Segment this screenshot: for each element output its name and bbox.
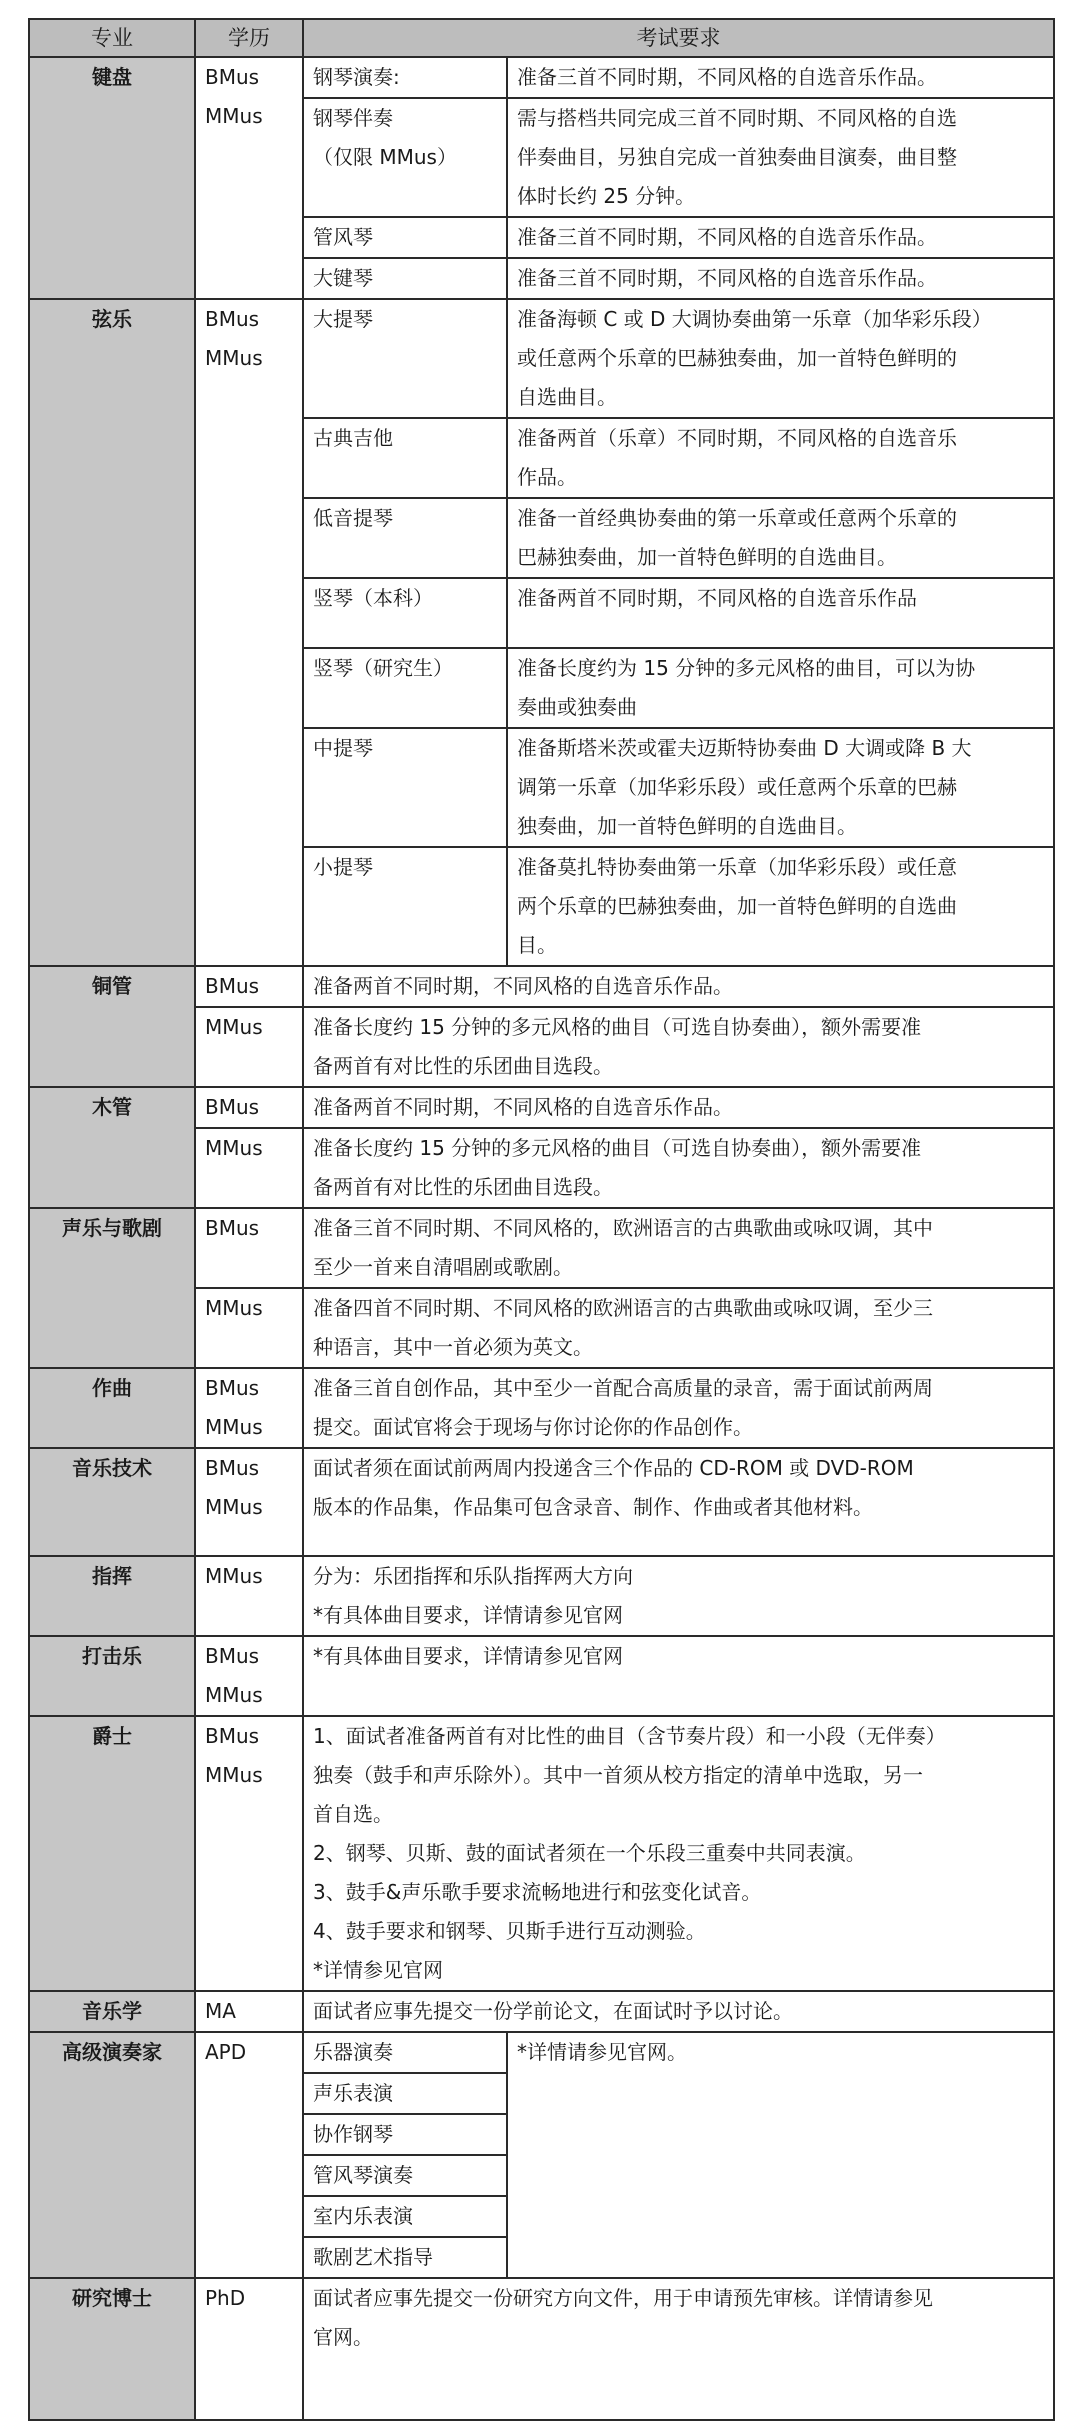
table-row (29, 1448, 1054, 1556)
major-cell: 打击乐 (29, 1636, 195, 1716)
requirement-cell: 准备两首不同时期，不同风格的自选音乐作品。 (303, 1087, 1054, 1128)
major-cell: 弦乐 (29, 299, 195, 966)
table-row (29, 57, 1054, 98)
major-cell: 高级演奏家 (29, 2032, 195, 2278)
instrument-cell: 古典吉他 (303, 418, 507, 498)
table-row (29, 1208, 1054, 1288)
requirement-cell: 面试者应事先提交一份学前论文，在面试时予以讨论。 (303, 1991, 1054, 2032)
table-header-row (29, 19, 1054, 57)
degree-cell: BMus MMus (195, 299, 303, 966)
area-cell: 歌剧艺术指导 (303, 2237, 507, 2278)
table-row (29, 1991, 1054, 2032)
area-cell: 乐器演奏 (303, 2032, 507, 2073)
requirement-cell: *有具体曲目要求，详情请参见官网 (303, 1636, 1054, 1716)
requirement-cell: 准备长度约 15 分钟的多元风格的曲目（可选自协奏曲），额外需要准 备两首有对比性的乐团曲目选段。 (303, 1128, 1054, 1208)
requirement-cell: 准备海顿 C 或 D 大调协奏曲第一乐章（加华彩乐段） 或任意两个乐章的巴赫独奏曲，加一首特色鲜明的 自选曲目。 (507, 299, 1054, 418)
table-row (29, 2278, 1054, 2420)
instrument-cell: 小提琴 (303, 847, 507, 966)
requirement-cell: 准备三首不同时期、不同风格的，欧洲语言的古典歌曲或咏叹调，其中 至少一首来自清唱剧或歌剧。 (303, 1208, 1054, 1288)
table-row (29, 966, 1054, 1007)
major-cell: 声乐与歌剧 (29, 1208, 195, 1368)
major-cell: 爵士 (29, 1716, 195, 1991)
major-cell: 铜管 (29, 966, 195, 1087)
major-cell: 键盘 (29, 57, 195, 299)
requirement-cell: 准备三首不同时期，不同风格的自选音乐作品。 (507, 258, 1054, 299)
requirement-cell: 准备莫扎特协奏曲第一乐章（加华彩乐段）或任意 两个乐章的巴赫独奏曲，加一首特色鲜明的自选曲 目。 (507, 847, 1054, 966)
instrument-cell: 钢琴演奏: (303, 57, 507, 98)
degree-cell: BMus MMus (195, 1448, 303, 1556)
degree-cell: MMus (195, 1007, 303, 1087)
degree-cell: BMus MMus (195, 1716, 303, 1991)
requirement-cell: 准备斯塔米茨或霍夫迈斯特协奏曲 D 大调或降 B 大 调第一乐章（加华彩乐段）或任意两个乐章的巴赫 独奏曲，加一首特色鲜明的自选曲目。 (507, 728, 1054, 847)
degree-cell: BMus (195, 1087, 303, 1128)
requirement-cell: 需与搭档共同完成三首不同时期、不同风格的自选 伴奏曲目，另独自完成一首独奏曲目演奏，曲目整 体时长约 25 分钟。 (507, 98, 1054, 217)
degree-cell: BMus MMus (195, 57, 303, 299)
table-row (29, 1556, 1054, 1636)
admission-requirements-document (28, 18, 1053, 2421)
instrument-cell: 大提琴 (303, 299, 507, 418)
instrument-cell: 竖琴（本科） (303, 578, 507, 648)
area-cell: 协作钢琴 (303, 2114, 507, 2155)
instrument-cell: 中提琴 (303, 728, 507, 847)
requirement-cell: 准备长度约 15 分钟的多元风格的曲目（可选自协奏曲），额外需要准 备两首有对比性的乐团曲目选段。 (303, 1007, 1054, 1087)
instrument-cell: 钢琴伴奏 （仅限 MMus） (303, 98, 507, 217)
major-cell: 木管 (29, 1087, 195, 1208)
requirement-cell: 准备两首不同时期，不同风格的自选音乐作品 (507, 578, 1054, 648)
requirement-cell: 1、面试者准备两首有对比性的曲目（含节奏片段）和一小段（无伴奏） 独奏（鼓手和声乐除外）。其中一首须从校方指定的清单中选取，另一 首自选。 2、钢琴、贝斯、鼓的面试者须在一个乐段三重奏中共同表演。 3、鼓手&声乐歌手要求流畅地进行和弦变化试音。 4、鼓手要求和钢琴、贝斯手进行互动测验。 *详情参见官网 (303, 1716, 1054, 1991)
table-row (29, 299, 1054, 418)
area-cell: 声乐表演 (303, 2073, 507, 2114)
requirements-table (28, 18, 1055, 2421)
major-cell: 音乐技术 (29, 1448, 195, 1556)
instrument-cell: 竖琴（研究生） (303, 648, 507, 728)
requirement-cell: *详情请参见官网。 (507, 2032, 1054, 2278)
table-row (29, 2032, 1054, 2073)
requirement-cell: 分为：乐团指挥和乐队指挥两大方向 *有具体曲目要求，详情请参见官网 (303, 1556, 1054, 1636)
major-cell: 研究博士 (29, 2278, 195, 2420)
table-row (29, 1087, 1054, 1128)
degree-cell: BMus (195, 966, 303, 1007)
header-degree: 学历 (195, 19, 303, 57)
area-cell: 室内乐表演 (303, 2196, 507, 2237)
degree-cell: MMus (195, 1128, 303, 1208)
major-cell: 作曲 (29, 1368, 195, 1448)
header-major: 专业 (29, 19, 195, 57)
degree-cell: APD (195, 2032, 303, 2278)
requirement-cell: 面试者应事先提交一份研究方向文件，用于申请预先审核。详情请参见 官网。 (303, 2278, 1054, 2420)
requirement-cell: 准备三首不同时期，不同风格的自选音乐作品。 (507, 217, 1054, 258)
requirement-cell: 准备三首不同时期，不同风格的自选音乐作品。 (507, 57, 1054, 98)
area-cell: 管风琴演奏 (303, 2155, 507, 2196)
table-row (29, 1716, 1054, 1991)
requirement-cell: 准备三首自创作品，其中至少一首配合高质量的录音，需于面试前两周 提交。面试官将会于现场与你讨论你的作品创作。 (303, 1368, 1054, 1448)
degree-cell: BMus (195, 1208, 303, 1288)
table-row (29, 1368, 1054, 1448)
header-requirement: 考试要求 (303, 19, 1054, 57)
instrument-cell: 低音提琴 (303, 498, 507, 578)
major-cell: 音乐学 (29, 1991, 195, 2032)
requirement-cell: 面试者须在面试前两周内投递含三个作品的 CD-ROM 或 DVD-ROM 版本的作品集，作品集可包含录音、制作、作曲或者其他材料。 (303, 1448, 1054, 1556)
degree-cell: BMus MMus (195, 1636, 303, 1716)
degree-cell: MA (195, 1991, 303, 2032)
requirement-cell: 准备两首（乐章）不同时期，不同风格的自选音乐 作品。 (507, 418, 1054, 498)
instrument-cell: 管风琴 (303, 217, 507, 258)
degree-cell: MMus (195, 1556, 303, 1636)
requirement-cell: 准备一首经典协奏曲的第一乐章或任意两个乐章的 巴赫独奏曲，加一首特色鲜明的自选曲目。 (507, 498, 1054, 578)
requirement-cell: 准备两首不同时期，不同风格的自选音乐作品。 (303, 966, 1054, 1007)
degree-cell: MMus (195, 1288, 303, 1368)
major-cell: 指挥 (29, 1556, 195, 1636)
requirement-cell: 准备长度约为 15 分钟的多元风格的曲目，可以为协 奏曲或独奏曲 (507, 648, 1054, 728)
table-row (29, 1636, 1054, 1716)
instrument-cell: 大键琴 (303, 258, 507, 299)
requirement-cell: 准备四首不同时期、不同风格的欧洲语言的古典歌曲或咏叹调，至少三 种语言，其中一首必须为英文。 (303, 1288, 1054, 1368)
degree-cell: BMus MMus (195, 1368, 303, 1448)
degree-cell: PhD (195, 2278, 303, 2420)
